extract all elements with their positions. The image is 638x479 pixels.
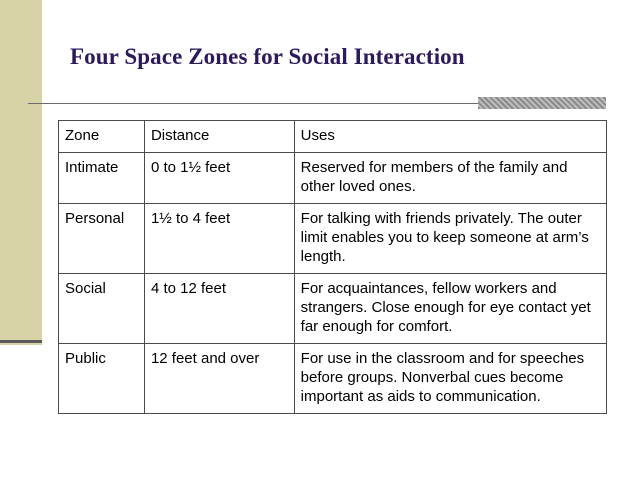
title-divider: [28, 103, 478, 104]
distance-cell: 4 to 12 feet: [144, 274, 294, 344]
uses-cell: Reserved for members of the family and other loved ones.: [294, 153, 606, 204]
zone-cell: Intimate: [59, 153, 145, 204]
left-accent-band: [0, 0, 42, 345]
left-accent-rule: [0, 340, 42, 343]
table-row: [59, 153, 607, 204]
distance-cell: 12 feet and over: [144, 344, 294, 414]
zone-cell: Public: [59, 344, 145, 414]
header-uses: Uses: [294, 121, 606, 153]
header-zone: Zone: [59, 121, 145, 153]
table-row: [59, 344, 607, 414]
space-zones-table: [58, 120, 607, 414]
zone-cell: Social: [59, 274, 145, 344]
header-distance: Distance: [144, 121, 294, 153]
uses-cell: For acquaintances, fellow workers and strangers. Close enough for eye contact yet far enough for comfort.: [294, 274, 606, 344]
distance-cell: 1½ to 4 feet: [144, 204, 294, 274]
zone-cell: Personal: [59, 204, 145, 274]
table-header-row: [59, 121, 607, 153]
table-row: [59, 204, 607, 274]
hatched-accent-bar: [478, 97, 606, 109]
uses-cell: For talking with friends privately. The outer limit enables you to keep someone at arm’s length.: [294, 204, 606, 274]
slide-title: Four Space Zones for Social Interaction: [70, 44, 465, 69]
distance-cell: 0 to 1½ feet: [144, 153, 294, 204]
uses-cell: For use in the classroom and for speeches before groups. Nonverbal cues become important as aids to communication.: [294, 344, 606, 414]
table-row: [59, 274, 607, 344]
